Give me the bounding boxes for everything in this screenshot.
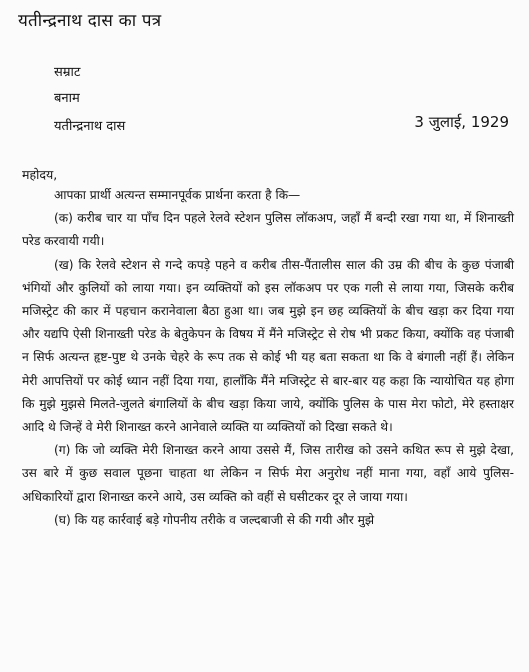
paragraph-label: (घ): [54, 512, 71, 527]
document-title: यतीन्द्रनाथ दास का पत्र: [18, 11, 162, 31]
paragraph-ka: [22, 207, 514, 253]
paragraph-label: (क): [54, 211, 73, 226]
address-line-3: यतीन्द्रनाथ दास: [54, 119, 126, 134]
paragraph-label: (ख): [54, 257, 74, 272]
paragraph-ga: [22, 439, 514, 509]
address-line-2: बनाम: [54, 91, 80, 106]
paragraph-text: कि रेलवे स्टेशन से गन्दे कपड़े पहने व करीब तीस-पैंतालीस साल की उम्र की बीच के कुछ पंजाबी भंगियों और कुलियों को लाया गया। इन व्यक्तियों को इस लॉकअप पर एक गली से लाया गया, जिसके करीब मजिस्ट्रेट की कार में पहचान करानेवाला बैठा हुआ था। जब मुझे इन छह व्यक्तियों के बीच खड़ा कर दिया गया और यद्यपि ऐसी शिनाख्ती परेड के बेतुकेपन के विषय में मैंने मजिस्ट्रेट से रोष भी प्रकट किया, क्योंकि वह पंजाबी न सिर्फ अत्यन्त हृष्ट-पुष्ट थे उनके चेहरे के रूप तक से कोई भी यह बता सकता था कि वे बंगाली नहीं हैं। लेकिन मेरी आपत्तियों पर कोई ध्यान नहीं दिया गया, हालाँकि मैंने मजिस्ट्रेट से बार-बार यह कहा कि न्यायोचित यह होगा कि मुझे मुझसे मिलते-जुलते बंगालियों के बीच खड़ा किया जाये, क्योंकि पुलिस के पास मेरा फोटो, मेरे हस्ताक्षर आदि थे जिन्हें वे मेरी शिनाख्त करने आनेवाले व्यक्ति या व्यक्तियों को दिखा सकते थे।: [22, 257, 515, 435]
paragraph-text: करीब चार या पाँच दिन पहले रेलवे स्टेशन पुलिस लॉकअप, जहाँ मैं बन्दी रखा गया था, में शिनाख्ती परेड करवायी गयी।: [22, 211, 515, 249]
paragraph-text: कि यह कार्रवाई बड़े गोपनीय तरीके व जल्दबाजी से की गयी और मुझे: [74, 512, 375, 527]
address-line-1: सम्राट: [54, 65, 81, 80]
salutation: महोदय,: [22, 167, 58, 182]
paragraph-kha: [22, 254, 514, 440]
letter-date: 3 जुलाई, 1929: [414, 113, 509, 131]
intro-paragraph: आपका प्रार्थी अत्यन्त सम्मानपूर्वक प्रार्थना करता है कि—: [54, 188, 301, 202]
paragraph-label: (ग): [54, 443, 71, 458]
paragraph-gha: [22, 509, 514, 532]
letter-body: [22, 184, 514, 532]
paragraph-text: कि जो व्यक्ति मेरी शिनाख्त करने आया उससे मैं, जिस तारीख को उसने कथित रूप से मुझे देखा, उस बारे में कुछ सवाल पूछना चाहता था लेकिन न सिर्फ मेरा अनुरोध नहीं माना गया, वहाँ आये पुलिस-अधिकारियों द्वारा शिनाख्त करने आये, उस व्यक्ति को वहीं से घसीटकर दूर ले जाया गया।: [22, 443, 514, 504]
